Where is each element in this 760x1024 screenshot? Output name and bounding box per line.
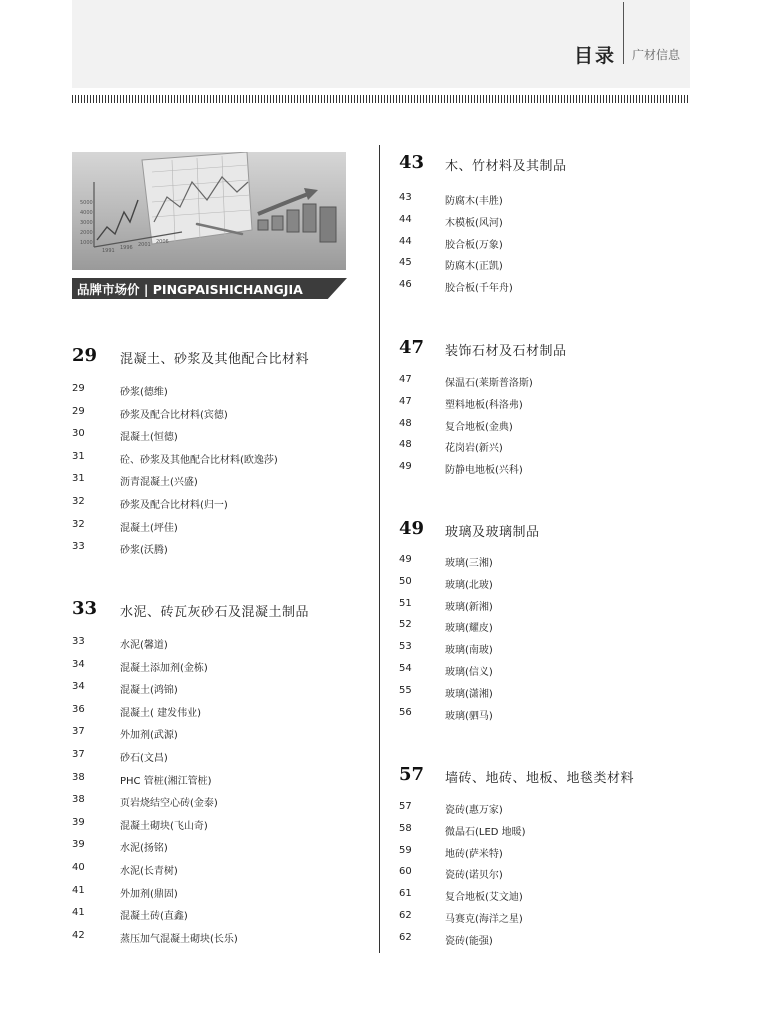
toc-item[interactable]: 47 塑料地板(科洛弗) [399, 395, 523, 411]
toc-item[interactable]: 31 沥青混凝土(兴盛) [72, 473, 198, 489]
axis-label: 2000 [80, 230, 93, 236]
axis-label: 5000 [80, 200, 93, 206]
axis-label: 4000 [80, 210, 93, 216]
toc-item[interactable]: 43 防腐木(丰胜) [399, 192, 503, 207]
toc-item[interactable]: 40 水泥(长青树) [72, 861, 178, 877]
toc-item[interactable]: 36 混凝土( 建发伟业) [72, 703, 201, 719]
toc-section [72, 598, 372, 952]
toc-section [399, 764, 699, 954]
toc-item[interactable]: 56 玻璃(驷马) [399, 706, 493, 722]
toc-item[interactable]: 49 玻璃(三湘) [399, 554, 493, 569]
toc-item[interactable]: 29 砂浆(德维) [72, 383, 168, 398]
page-title: 目录 [574, 45, 617, 67]
toc-item[interactable]: 46 胶合板(千年舟) [399, 279, 513, 295]
toc-item[interactable]: 52 玻璃(耀皮) [399, 619, 493, 635]
toc-item[interactable]: 62 瓷砖(能强) [399, 931, 493, 947]
toc-item[interactable]: 61 复合地板(艾文迪) [399, 888, 523, 904]
toc-item[interactable]: 31 砼、砂浆及其他配合比材料(欧逸莎) [72, 450, 278, 466]
toc-item[interactable]: 48 花岗岩(新兴) [399, 439, 503, 455]
toc-section [72, 345, 372, 564]
toc-item[interactable]: 42 蒸压加气混凝土砌块(长乐) [72, 929, 238, 945]
toc-item[interactable]: 57 瓷砖(惠万家) [399, 801, 503, 816]
section-page[interactable]: 33 [72, 598, 98, 619]
header-divider [623, 2, 624, 64]
toc-item[interactable]: 41 外加剂(鼎固) [72, 884, 178, 900]
toc-item[interactable]: 38 PHC 管桩(湘江管桩) [72, 771, 212, 787]
toc-item[interactable]: 48 复合地板(金典) [399, 417, 513, 433]
section-title[interactable]: 墙砖、地砖、地板、地毯类材料 [445, 771, 635, 786]
section-page[interactable]: 43 [399, 152, 425, 173]
section-page[interactable]: 29 [72, 345, 98, 366]
toc-item[interactable]: 50 玻璃(北玻) [399, 575, 493, 591]
toc-item[interactable]: 49 防静电地板(兴科) [399, 461, 523, 477]
toc-section [399, 152, 699, 301]
toc-item[interactable]: 53 玻璃(南玻) [399, 641, 493, 657]
axis-label: 1991 [102, 248, 115, 254]
toc-item[interactable]: 44 木模板(风河) [399, 213, 503, 229]
toc-item[interactable]: 54 玻璃(信义) [399, 662, 493, 678]
toc-item[interactable]: 32 砂浆及配合比材料(归一) [72, 495, 228, 511]
section-page[interactable]: 47 [399, 337, 425, 358]
page-subtitle: 广材信息 [632, 48, 681, 62]
axis-label: 3000 [80, 220, 93, 226]
toc-item[interactable]: 34 混凝土添加剂(金栋) [72, 658, 208, 674]
section-title[interactable]: 木、竹材料及其制品 [445, 159, 567, 174]
axis-label: 2001 [138, 242, 151, 248]
toc-item[interactable]: 55 玻璃(潇湘) [399, 684, 493, 700]
axis-label: 1000 [80, 240, 93, 246]
section-banner [72, 278, 347, 299]
toc-item[interactable]: 38 页岩烧结空心砖(金泰) [72, 794, 218, 810]
axis-label: 1996 [120, 245, 133, 251]
toc-item[interactable]: 30 混凝土(恒德) [72, 428, 178, 444]
toc-item[interactable]: 45 防腐木(正凯) [399, 257, 503, 273]
column-divider [379, 145, 380, 953]
toc-item[interactable]: 47 保温石(莱斯普洛斯) [399, 374, 533, 389]
section-page[interactable]: 57 [399, 764, 425, 785]
toc-item[interactable]: 29 砂浆及配合比材料(宾德) [72, 405, 228, 421]
toc-item[interactable]: 39 水泥(扬铭) [72, 839, 168, 855]
toc-item[interactable]: 37 砂石(文昌) [72, 748, 168, 764]
toc-item[interactable]: 33 砂浆(沃腾) [72, 541, 168, 557]
toc-item[interactable]: 62 马赛克(海洋之星) [399, 909, 523, 925]
toc-item[interactable]: 51 玻璃(新湘) [399, 597, 493, 613]
section-title[interactable]: 装饰石材及石材制品 [445, 344, 567, 359]
toc-item[interactable]: 37 外加剂(武源) [72, 726, 178, 742]
toc-item[interactable]: 34 混凝土(鸿锦) [72, 681, 178, 697]
toc-item[interactable]: 60 瓷砖(诺贝尔) [399, 866, 503, 882]
toc-item[interactable]: 58 微晶石(LED 地暖) [399, 822, 526, 838]
toc-section [399, 337, 699, 483]
toc-item[interactable]: 44 胶合板(万象) [399, 235, 503, 251]
axis-label: 2006 [156, 239, 169, 245]
banner-label: 品牌市场价 | PINGPAISHICHANGJIA [77, 282, 303, 297]
toc-item[interactable]: 33 水泥(馨道) [72, 636, 168, 651]
toc-item[interactable]: 59 地砖(萨米特) [399, 844, 503, 860]
toc-item[interactable]: 39 混凝土砌块(飞山奇) [72, 816, 208, 832]
barcode-strip [72, 95, 690, 103]
chart-illustration-icon [72, 152, 346, 270]
toc-item[interactable]: 41 混凝土砖(直鑫) [72, 907, 188, 923]
section-page[interactable]: 49 [399, 518, 425, 539]
toc-section [399, 518, 699, 728]
section-title[interactable]: 混凝土、砂浆及其他配合比材料 [120, 352, 310, 367]
section-title[interactable]: 水泥、砖瓦灰砂石及混凝土制品 [120, 605, 310, 620]
section-title[interactable]: 玻璃及玻璃制品 [445, 525, 540, 540]
toc-item[interactable]: 32 混凝土(坪佳) [72, 518, 178, 534]
